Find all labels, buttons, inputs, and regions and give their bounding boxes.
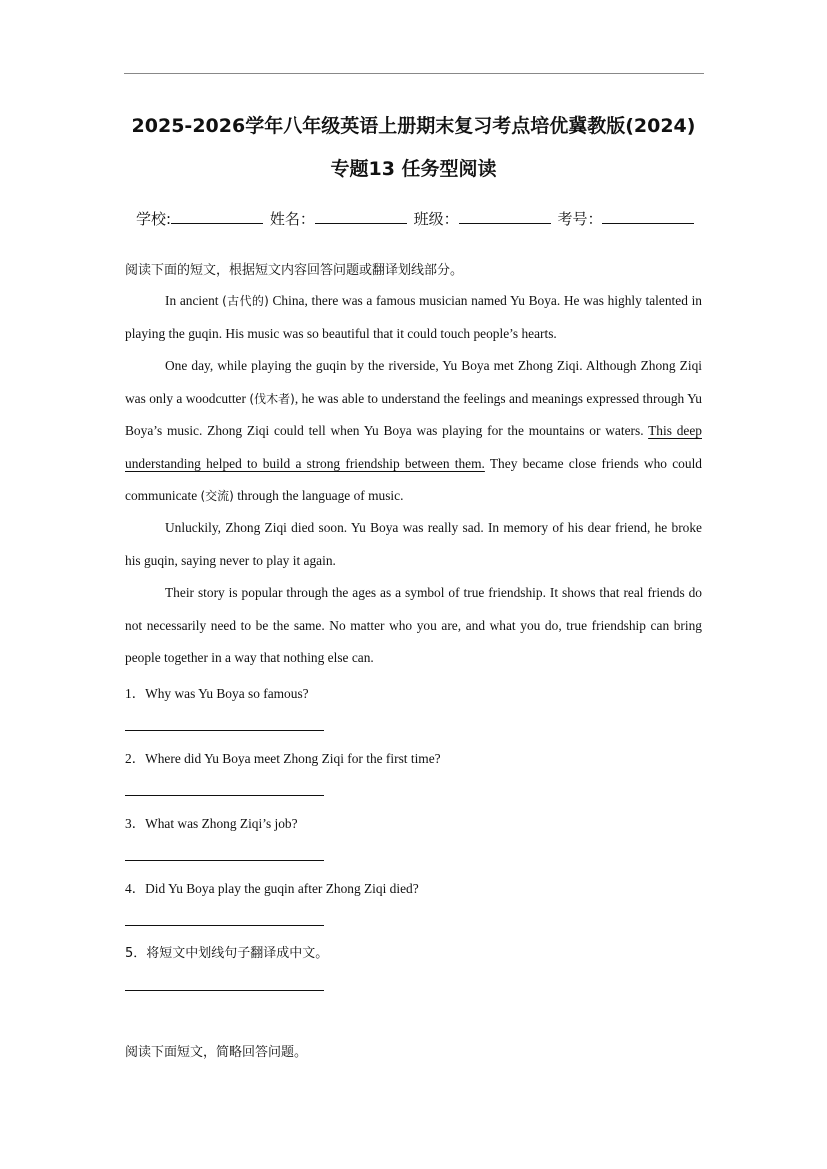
question-4: 4．Did Yu Boya play the guqin after Zhong Ziqi died? [125, 881, 419, 896]
section2-instruction: 阅读下面短文，简略回答问题。 [125, 1045, 308, 1060]
exam-no-label: 考号： [557, 210, 603, 228]
question-2: 2．Where did Yu Boya meet Zhong Ziqi for the first time? [125, 751, 441, 766]
header-rule [124, 73, 704, 74]
student-info-row [136, 208, 696, 229]
section1-instruction: 阅读下面的短文，根据短文内容回答问题或翻译划线部分。 [125, 263, 464, 278]
question-5: 5．将短文中划线句子翻译成中文。 [125, 946, 329, 961]
answer-line-1[interactable] [125, 730, 324, 731]
school-label: 学校: [136, 210, 172, 228]
question-3: 3．What was Zhong Ziqi’s job? [125, 816, 298, 831]
name-label: 姓名： [269, 210, 315, 228]
class-field[interactable] [459, 209, 551, 224]
passage-paragraph-4: Their story is popular through the ages as a symbol of true friendship. It shows that real friends do not necessarily need to be the same. No matter who you are, and what you do, true friendship can bring people together in a way that nothing else can. [125, 585, 702, 665]
name-field[interactable] [315, 209, 407, 224]
answer-line-4[interactable] [125, 925, 324, 926]
document-subtitle: 专题13 任务型阅读 [330, 158, 497, 180]
exam-no-field[interactable] [602, 209, 694, 224]
passage-paragraph-2: One day, while playing the guqin by the riverside, Yu Boya met Zhong Ziqi. Although Zhong Ziqi was only a woodcutter (伐木者), he was able to understand the feelings and meanings expressed through Yu Boya’s music. Zhong Ziqi could tell when Yu Boya was playing for the mountains or waters. This deep understanding helped to build a strong friendship between them. They became close friends who could communicate (交流) through the language of music. [125, 358, 702, 503]
question-1: 1．Why was Yu Boya so famous? [125, 686, 309, 701]
answer-line-5[interactable] [125, 990, 324, 991]
passage-paragraph-3: Unluckily, Zhong Ziqi died soon. Yu Boya was really sad. In memory of his dear friend, he broke his guqin, saying never to play it again. [125, 520, 702, 568]
answer-line-2[interactable] [125, 795, 324, 796]
answer-line-3[interactable] [125, 860, 324, 861]
school-field[interactable] [171, 209, 263, 224]
underlined-sentence: This deep understanding helped to build a strong friendship between them. [125, 423, 702, 471]
class-label: 班级： [413, 210, 459, 228]
passage-paragraph-1: In ancient (古代的) China, there was a famous musician named Yu Boya. He was highly talented in playing the guqin. His music was so beautiful that it could touch people’s hearts. [125, 293, 702, 341]
document-title: 2025-2026学年八年级英语上册期末复习考点培优冀教版(2024) [131, 115, 696, 137]
